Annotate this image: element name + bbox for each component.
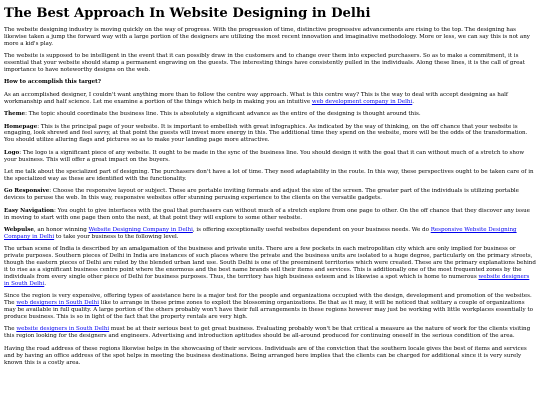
- homepage-label: Homepage: [4, 123, 38, 130]
- navigation-label: Easy Navigation: [4, 207, 54, 214]
- web-development-link[interactable]: web development company in Delhi: [311, 98, 413, 105]
- region-text-1: Since the region is very expensive, offering types of assistance here is a major test for the people and organizations occupied with the design, development and promotion of the websites. The: [4, 293, 532, 307]
- technical-paragraph: Let me talk about the specialized part of designing. The purchasers don't have a lot of time. They need adaptability in the route. In this way, these perspectives ought to be taken care of in the specialized way as these are identified with the functionality.: [4, 169, 534, 182]
- theme-label: Theme: [4, 111, 26, 118]
- website-paragraph: The website is supposed to be intelligent in the event that it can possibly draw in the customers and to change over them into expected purchasers. So as to make a commitment, it is essential that your website should stamp a permanent engraving on the guests. The interesting things have consistently pulled in the individuals. Along these lines, it is the call of great importance to have noteworthy designs on the web.: [4, 53, 525, 74]
- section-heading-text: How to accomplish this target?: [4, 79, 101, 86]
- responsive-label: Go Responsive: [4, 188, 50, 195]
- navigation-text: : You ought to give interfaces with the goal that purchasers can without much of a stretch explore from one page to other. On the off chance that they discover any issue in moving to start with one page then onto the next, at that point they will explore to some other website.: [4, 207, 530, 221]
- region-text-2: like to arrange in these prime zones to exploit the blossoming organizations. Be that as it may, it will be noticed that solitary a couple of organizations may be available in full quality. A large portion of the others probably won't have their full arrangements in these regions however may just be working with little workplaces essentially to produce business. This is so in light of the fact that the property rentals are very high.: [4, 300, 533, 320]
- responsive-text: : Choose the responsive layout or subject. These are portable inviting formats and adjust the size of the screen. The greater part of the individuals is utilizing portable devices to peruse the web. In this way, responsive websites offer stunning perusing experience to the clients on the versatile gadgets.: [4, 188, 519, 202]
- webpulse-label: Webpulse: [4, 227, 34, 234]
- homepage-paragraph: [4, 124, 536, 145]
- page-title: The Best Approach In Website Designing in Delhi: [4, 6, 371, 21]
- approach-text: As an accomplished designer, I couldn't want anything more than to follow the centre way approach. What is this centre way? This is the way to deal with accept designing as half workmanship and half science. Let me examine a portion of the things which help in making you an intuitive: [4, 91, 508, 105]
- designers-south-delhi-link-2[interactable]: web designers in South Delhi: [16, 300, 100, 307]
- approach-paragraph: [4, 92, 536, 106]
- intro-paragraph: The website designing industry is moving quickly on the way of progress. With the progression of time, distinctive progressive advancements are rising to the top. The designing has likewise taken a jump the forward way with a large portion of the designers are utilizing the most recent innovation and imaginative methodology. More or less, we can say this is not any more a kid's play.: [4, 27, 530, 47]
- urban-text: The urban scene of India is described by an amalgamation of the business and private units. There are a few pockets in each metropolitan city which are only implied for business or private purposes. Southern pieces of Delhi in India are instances of such places where the private and the business units are isolated to a huge degree, particularly on the primary streets, though the eastern pieces of Delhi are ruled by the blended urban land use. South Delhi is one of the preeminent territories which were created. These are the primary explanations behind it to rise as a significant business centre point where the enormous and the best name brands sell their items and services. This is additionally one of the most frequented zones by the individuals from every single other piece of Delhi for business purposes. Thus, the territory has high business esteem and is likewise a spot which is home to numerous: [4, 246, 536, 280]
- urban-paragraph: [4, 246, 536, 287]
- section-heading: [4, 79, 536, 86]
- serious-text-1: The: [4, 326, 17, 333]
- logo-text: : The logo is a significant piece of any website. It ought to be made in the sync of the business line. You should design it with the goal that it can without much of a stretch to show your business. This will offer a great impact on the buyers.: [4, 149, 525, 163]
- webpulse-paragraph: [4, 227, 536, 241]
- designers-south-delhi-link-1[interactable]: website designers in South Delhi: [4, 273, 530, 287]
- webpulse-text-2: , is offering exceptionally useful websites dependent on your business needs. We do: [192, 227, 431, 234]
- theme-text: : The topic should coordinate the business line. This is absolutely a significant advance as the entire of the designing is thought around this.: [25, 111, 421, 118]
- navigation-paragraph: [4, 208, 536, 222]
- urban-end: .: [44, 280, 47, 287]
- address-paragraph: Having the road address of these regions likewise helps in the showcasing of their services. Individuals are of the conviction that the southern locale gives the best of items and services and by having an office address of the spot helps in meeting the business destinations. Being arranged here implies that the clients can be charged for additional since it is very surely known this is a costly area.: [4, 345, 527, 366]
- approach-end: .: [412, 98, 415, 105]
- logo-label: Logo: [4, 149, 20, 156]
- webpulse-text-1: , an honor winning: [33, 227, 89, 234]
- logo-paragraph: [4, 150, 536, 164]
- responsive-paragraph: [4, 188, 536, 202]
- serious-paragraph: [4, 326, 536, 340]
- homepage-text: : This is the principal page of your website. It is important to embellish with great infographics. As indicated by the way of thinking, on the off chance that your website is engaging, look shrewd and feel savvy, at that point the guests will invest more energy in this. The additional time they spend on the website, more will be the odds of the transformation. You should utilize alluring flags and pictures so as to make your landing page more attractive.: [4, 123, 528, 144]
- region-paragraph: [4, 293, 536, 321]
- designers-south-delhi-link-3[interactable]: website designers in South Delhi: [16, 326, 110, 333]
- webpulse-text-3: to take your business to the following level.: [54, 233, 179, 240]
- serious-text-2: must be at their serious best to get great business. Evaluating probably won't be that critical a measure as the nature of work for the clients visiting this region looking for the designers and engineers. Advertising and introduction aptitudes should be all-around produced for continuing oneself in the serious condition of the area.: [4, 326, 531, 340]
- website-designing-company-link[interactable]: Website Designing Company in Delhi: [88, 227, 193, 234]
- responsive-designing-company-link[interactable]: Responsive Website Designing Company in Delhi: [4, 227, 517, 240]
- theme-paragraph: [4, 111, 536, 118]
